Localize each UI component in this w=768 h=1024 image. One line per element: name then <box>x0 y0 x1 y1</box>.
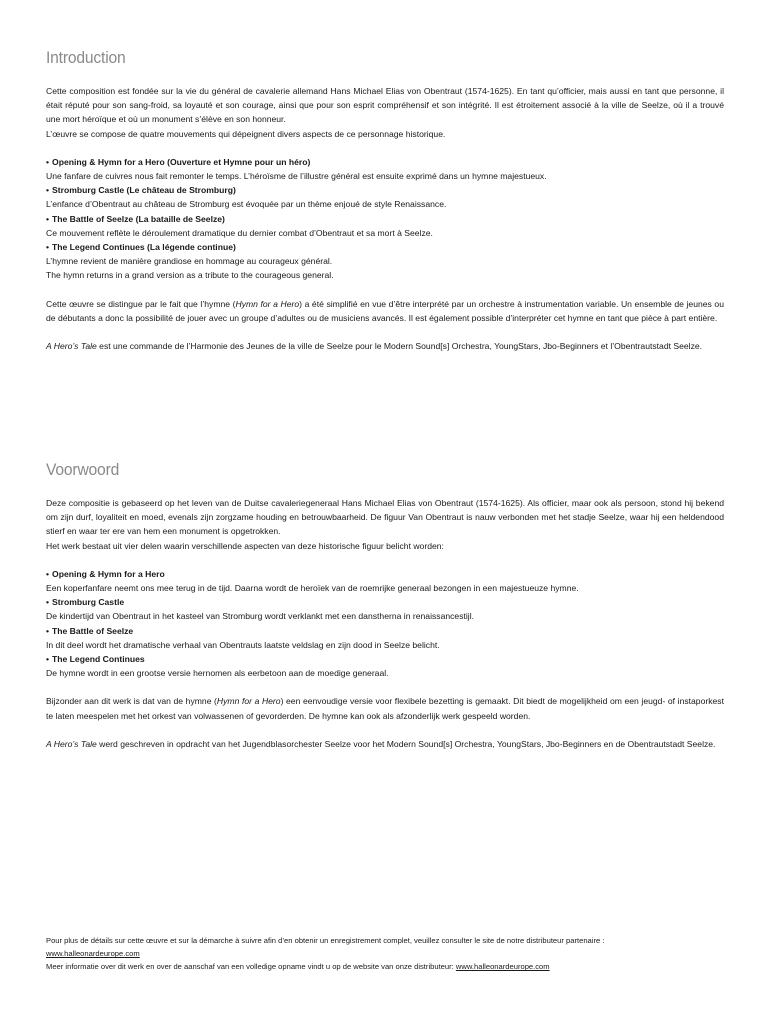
dutch-movement-list <box>46 567 724 681</box>
french-movement-desc-4a: L’hymne revient de manière grandiose en hommage au courageux général. <box>46 256 333 267</box>
dutch-movement-title-1: • Opening & Hymn for a Hero <box>46 568 165 579</box>
footer-dutch-link[interactable]: www.halleonardeurope.com <box>455 962 550 972</box>
dutch-movement-desc-3: In dit deel wordt het dramatische verhaal van Obentrauts laatste veldslag en zijn dood in Seelze belicht. <box>46 639 440 650</box>
french-commission: A Hero’s Tale est une commande de l’Harmonie des Jeunes de la ville de Seelze pour le Modern Sound[s] Orchestra, YoungStars, Jbo-Beginners et l’Obentrautstadt Seelze. <box>46 341 703 352</box>
dutch-movement-title-2: • Stromburg Castle <box>46 597 125 608</box>
dutch-hymn-paragraph: Bijzonder aan dit werk is dat van de hymne (Hymn for a Hero) een eenvoudige versie voor flexibele bezetting is gemaakt. Dit biedt de mogelijkheid om een jeugd- of instaporkest te laten meespelen met het orkest van volwassenen of gevorderden. De hymne kan ook als afzonderlijk werk gespeeld worden. <box>46 696 724 721</box>
french-movement-desc-2: L’enfance d’Obentraut au château de Stromburg est évoquée par un thème enjoué de style Renaissance. <box>46 199 447 210</box>
dutch-heading: Voorwoord <box>46 460 120 479</box>
french-movement-desc-3: Ce mouvement reflète le déroulement dramatique du dernier combat d’Obentraut et sa mort à Seelze. <box>46 227 433 238</box>
footer-french-text: Pour plus de détails sur cette œuvre et sur la démarche à suivre afin d’en obtenir un enregistrement complet, veuillez consulter le site de notre distributeur partenaire : <box>46 936 605 945</box>
dutch-movement-desc-1: Een koperfanfare neemt ons mee terug in de tijd. Daarna wordt de heroïek van de roemrijke generaal bezongen in een majestueuze hymne. <box>46 583 579 594</box>
french-heading: Introduction <box>46 48 126 67</box>
dutch-movement-title-4: • The Legend Continues <box>46 654 145 665</box>
dutch-movement-title-3: • The Battle of Seelze <box>46 625 134 636</box>
french-section <box>46 48 724 353</box>
dutch-movement-desc-4: De hymne wordt in een grootse versie hernomen als eerbetoon aan de moedige generaal. <box>46 668 389 679</box>
french-movement-title-4: • The Legend Continues (La légende continue) <box>46 242 236 253</box>
footer-dutch-line <box>46 960 726 973</box>
dutch-movement-desc-2: De kindertijd van Obentraut in het kasteel van Stromburg wordt verklankt met een danstherna in renaissancestijl. <box>46 611 475 622</box>
footer-dutch-text: Meer informatie over dit werk en over de aanschaf van een volledige opname vindt u op de website van onze distributeur: <box>46 962 456 972</box>
footer-french-link[interactable]: www.halleonardeurope.com <box>46 949 140 959</box>
french-movement-title-3: • The Battle of Seelze (La bataille de Seelze) <box>46 213 225 224</box>
french-movement-title-2: • Stromburg Castle (Le château de Stromburg) <box>46 185 236 196</box>
french-movement-list <box>46 155 724 283</box>
french-movement-desc-4b: The hymn returns in a grand version as a tribute to the courageous general. <box>46 270 334 281</box>
dutch-intro-2: Het werk bestaat uit vier delen waarin verschillende aspecten van deze historische figuur belicht worden: <box>46 540 444 551</box>
french-movement-desc-1: Une fanfare de cuivres nous fait remonter le temps. L’héroïsme de l’illustre général est ensuite exprimé dans un hymne majestueux. <box>46 171 547 182</box>
dutch-section <box>46 460 724 751</box>
french-hymn-paragraph: Cette œuvre se distingue par le fait que l’hymne (Hymn for a Hero) a été simplifié en vue d’être interprété par un orchestre à instrumentation variable. Un ensemble de jeunes ou de débutants a donc la possibilité de jouer avec un groupe d’adultes ou de musiciens avancés. Il est également possible d’interpréter cet hymne en tant que pièce à part entière. <box>46 298 724 323</box>
french-intro-2: L’œuvre se compose de quatre mouvements qui dépeignent divers aspects de ce personnage historique. <box>46 128 446 139</box>
dutch-intro: Deze compositie is gebaseerd op het leven van de Duitse cavaleriegeneraal Hans Michael Elias von Obentraut (1574-1625). Als officier, maar ook als persoon, stond hij bekend om zijn durf, loyaliteit en moed, evenals zijn zorgzame houding en betrouwbaarheid. De figuur Van Obentraut is nauw verbonden met het stadje Seelze, waar hij een heldendood stierf en waar ter ere van hem een monument is opgetrokken. <box>46 498 724 537</box>
footer <box>46 934 726 974</box>
french-intro: Cette composition est fondée sur la vie du général de cavalerie allemand Hans Michael Elias von Obentraut (1574-1625). En tant qu’officier, mais aussi en tant que personne, il était réputé pour son sang-froid, sa loyauté et son courage, ainsi que pour son esprit compréhensif et son intégrité. Il est étroitement associé à la ville de Seelze, où il a trouvé une mort héroïque et où un monument s’élève en son honneur. <box>46 86 724 125</box>
french-movement-title-1: • Opening & Hymn for a Hero (Ouverture et Hymne pour un héro) <box>46 156 311 167</box>
dutch-commission: A Hero’s Tale werd geschreven in opdracht van het Jugendblasorchester Seelze voor het Modern Sound[s] Orchestra, YoungStars, Jbo-Beginners en de Obentrautstadt Seelze. <box>46 738 716 749</box>
